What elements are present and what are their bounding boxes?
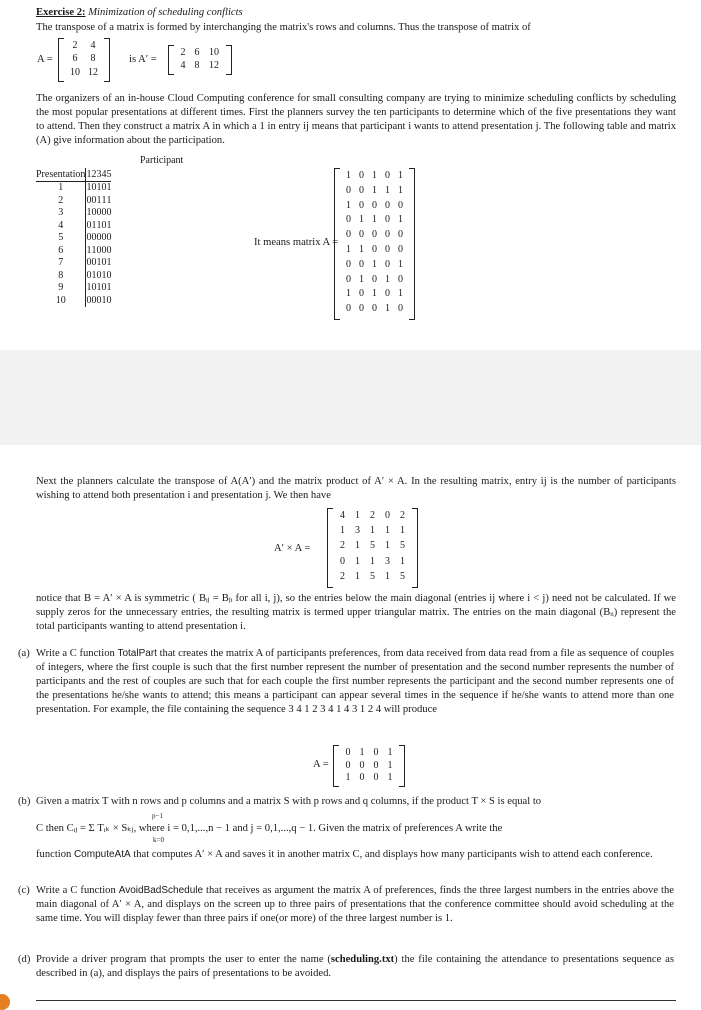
matrix-a-cell: 1 <box>398 170 403 181</box>
table-cell: 0 <box>86 294 92 306</box>
participation-table <box>36 168 111 307</box>
atxa-label: A′ × A = <box>274 543 311 554</box>
organizers-paragraph: The organizers of an in-house Cloud Computing conference for small consulting company are trying to minimize scheduling conflicts by scheduling the most popular presentations at different times. First the planners survey the ten participants to determine which of the five presentations they want to attend. Then they construct a matrix A in which a 1 in entry ij means that participant i wants to attend presentation j. The following table and matrix (A) give information about the participation. <box>36 93 676 146</box>
matrix-ata-cell: 1 <box>355 555 360 567</box>
matrix-a-cell: 0 <box>398 303 403 315</box>
matrix-a-cell: 1 <box>359 243 364 255</box>
corner-circle-icon <box>0 994 10 1010</box>
table-cell: 0 <box>101 182 107 194</box>
item-b-text1: Given a matrix T with n rows and p columns and a matrix S with p rows and q columns, if the product T × S is equal to <box>36 796 542 807</box>
table-cell: 0 <box>91 207 97 219</box>
table-row <box>36 232 111 245</box>
small-at-cell: 4 <box>180 60 186 71</box>
table-cell: 0 <box>86 269 92 281</box>
matrix-a-cell: 1 <box>372 214 377 226</box>
item-b-cont <box>36 848 674 862</box>
matrix-a-cell: 0 <box>398 243 403 255</box>
table-cell: 0 <box>106 232 112 244</box>
table-cell: 1 <box>106 182 112 194</box>
table-row <box>36 294 111 307</box>
matrix-a-cell: 0 <box>359 229 364 241</box>
a-example-label: A = <box>313 759 329 770</box>
matrix-ata-cell: 2 <box>400 510 405 521</box>
table-cell: 0 <box>91 182 97 194</box>
sum-lower-limit: k=0 <box>153 836 164 844</box>
bottom-rule <box>36 1000 676 1001</box>
small-at-cell: 8 <box>194 60 200 71</box>
table-cell: 0 <box>101 207 107 219</box>
matrix-a-cell: 0 <box>346 273 351 285</box>
table-cell: 0 <box>101 244 107 256</box>
matrix-ata-cell: 0 <box>340 555 345 567</box>
matrix-ata-cell: 1 <box>385 525 390 537</box>
item-d-filename: scheduling.txt <box>330 954 395 965</box>
presentation-row-label: 9 <box>58 282 64 294</box>
item-b-function: ComputeAtA <box>73 849 131 860</box>
table-cell: 0 <box>96 207 102 219</box>
matrix-a-cell: 0 <box>346 303 351 315</box>
matrix-a-cell: 0 <box>398 199 403 211</box>
small-a-cell: 10 <box>70 66 80 78</box>
presentation-row-label: 1 <box>58 182 64 194</box>
item-b-text2: that computes A′ × A and saves it in another matrix C, and displays how many participants wish to attend each conference. <box>130 849 653 860</box>
example-matrix-cell: 0 <box>373 747 379 758</box>
table-cell: 1 <box>106 219 112 231</box>
matrix-a-cell: 0 <box>385 229 390 241</box>
item-b-pre: function <box>36 849 74 860</box>
matrix-a-cell: 1 <box>346 170 351 181</box>
table-cell: 1 <box>96 282 102 294</box>
matrix-a-cell: 0 <box>359 199 364 211</box>
matrix-A <box>334 168 415 320</box>
small-at-cell: 10 <box>209 47 219 58</box>
small-a-cell: 2 <box>72 40 78 51</box>
small-at-cell: 12 <box>209 60 219 71</box>
participant-col-header: 1 <box>86 168 92 180</box>
table-cell: 1 <box>101 294 107 306</box>
table-cell: 0 <box>106 269 112 281</box>
matrix-ata-cell: 5 <box>370 540 375 552</box>
table-row <box>36 269 111 282</box>
participant-col-header: 3 <box>96 168 102 180</box>
item-b-formula: C then Cᵢⱼ = Σ Tᵢₖ × Sₖⱼ, where i = 0,1,...,n − 1 and j = 0,1,...,q − 1. Given the matrix of preferences A write the <box>36 823 503 834</box>
matrix-ata-cell: 1 <box>370 555 375 567</box>
matrix-a-cell: 1 <box>359 214 364 226</box>
matrix-ata-cell: 1 <box>385 570 390 582</box>
table-cell: 0 <box>86 194 92 206</box>
matrix-a-cell: 0 <box>385 170 390 181</box>
presentation-row-label: 10 <box>55 294 66 306</box>
item-a <box>18 647 674 717</box>
table-cell: 1 <box>86 182 92 194</box>
matrix-a-cell: 0 <box>385 214 390 226</box>
matrix-ata-cell: 2 <box>340 570 345 582</box>
matrix-ata-cell: 1 <box>355 570 360 582</box>
table-cell: 1 <box>91 219 97 231</box>
example-matrix-cell: 1 <box>387 759 393 771</box>
matrix-a-cell: 0 <box>346 214 351 226</box>
table-cell: 0 <box>101 219 107 231</box>
matrix-a-cell: 1 <box>385 184 390 196</box>
table-cell: 0 <box>96 269 102 281</box>
exercise-title: Exercise 2: <box>36 7 86 18</box>
example-matrix-A <box>333 745 405 787</box>
matrix-ata-cell: 2 <box>340 540 345 552</box>
small-a-cell: 4 <box>90 40 96 51</box>
matrix-ata-cell: 1 <box>355 540 360 552</box>
matrix-ata-cell: 2 <box>370 510 375 521</box>
item-b-tag: (b) <box>18 796 31 807</box>
matrix-a-cell: 1 <box>385 273 390 285</box>
example-matrix-cell: 1 <box>387 772 393 784</box>
example-matrix-cell: 0 <box>373 772 379 784</box>
presentation-row-label: 4 <box>58 219 64 231</box>
table-cell: 1 <box>96 182 102 194</box>
matrix-a-cell: 1 <box>372 288 377 300</box>
matrix-a-cell: 0 <box>372 243 377 255</box>
table-cell: 1 <box>106 257 112 269</box>
table-cell: 0 <box>86 257 92 269</box>
table-cell: 0 <box>91 232 97 244</box>
matrix-ata-cell: 1 <box>355 510 360 521</box>
table-cell: 0 <box>101 232 107 244</box>
matrix-ata-cell: 5 <box>370 570 375 582</box>
matrix-a-cell: 0 <box>359 170 364 181</box>
table-row <box>36 207 111 220</box>
item-c <box>18 884 674 926</box>
table-cell: 1 <box>86 244 92 256</box>
item-a-text: that creates the matrix A of participants preferences, from data received from data read from a file as sequence of couples of integers, where the first couple is such that the first number represent the number of presentation and the second number represents the number of participants and the rest of couples are such that for each couple the first number represents the participant and the second number represents one of the presentations he/she wants to attend; this means a participant can appear several times in the sequence if he/she wants to attend more than one presentation. For example, the file containing the sequence 3 4 1 2 3 4 1 4 3 1 2 4 will produce <box>36 648 674 715</box>
table-cell: 0 <box>106 207 112 219</box>
participant-col-header: 5 <box>106 168 112 180</box>
example-matrix-cell: 0 <box>359 772 365 784</box>
example-matrix-cell: 0 <box>373 759 379 771</box>
table-cell: 0 <box>96 294 102 306</box>
presentation-row-label: 2 <box>58 194 64 206</box>
matrix-a-cell: 1 <box>372 258 377 270</box>
item-a-pre: Write a C function <box>36 648 118 659</box>
item-d-text: ) the file containing the attendance to presentations sequence as described in (a), and displays the pairs of presentations to be avoided. <box>36 954 674 979</box>
matrix-a-cell: 0 <box>372 303 377 315</box>
matrix-ata-cell: 0 <box>385 510 390 521</box>
item-a-tag: (a) <box>18 648 30 659</box>
a-label: A = <box>37 54 53 65</box>
matrix-a-cell: 1 <box>346 288 351 300</box>
matrix-a-cell: 0 <box>398 273 403 285</box>
small-matrix-At <box>168 45 232 75</box>
table-cell: 0 <box>96 244 102 256</box>
item-c-pre: Write a C function <box>36 885 119 896</box>
table-cell: 1 <box>91 244 97 256</box>
presentation-row-label: 6 <box>58 244 64 256</box>
matrix-a-cell: 0 <box>385 199 390 211</box>
matrix-ata-cell: 3 <box>385 555 390 567</box>
small-matrix-A <box>58 38 110 82</box>
table-cell: 0 <box>101 257 107 269</box>
item-a-function: TotalPart <box>117 648 157 659</box>
table-cell: 1 <box>96 194 102 206</box>
matrix-ata-cell: 4 <box>340 510 345 521</box>
presentation-header: Presentation <box>36 168 86 180</box>
item-d-pre: Provide a driver program that prompts the user to enter the name ( <box>36 954 331 965</box>
table-row <box>36 181 111 194</box>
small-a-cell: 8 <box>90 53 96 65</box>
means-matrix-label: It means matrix A = <box>254 237 339 248</box>
example-matrix-cell: 0 <box>345 759 351 771</box>
example-matrix-cell: 1 <box>387 747 393 758</box>
matrix-ata-cell: 1 <box>400 555 405 567</box>
matrix-a-cell: 1 <box>346 243 351 255</box>
example-matrix-cell: 1 <box>359 747 365 758</box>
table-cell: 0 <box>91 257 97 269</box>
matrix-a-cell: 1 <box>372 184 377 196</box>
table-cell: 1 <box>106 282 112 294</box>
table-row <box>36 257 111 270</box>
matrix-ata-cell: 1 <box>385 540 390 552</box>
matrix-a-cell: 1 <box>398 214 403 226</box>
matrix-a-cell: 0 <box>385 258 390 270</box>
matrix-a-cell: 1 <box>346 199 351 211</box>
transpose-product-paragraph: Next the planners calculate the transpose of A(A′) and the matrix product of A′ × A. In the resulting matrix, entry ij is the number of participants wishing to attend both presentation i and presentation j. We then have <box>36 476 676 501</box>
presentation-row-label: 8 <box>58 269 64 281</box>
table-cell: 0 <box>101 282 107 294</box>
table-cell: 0 <box>91 282 97 294</box>
symmetric-paragraph: notice that B = A′ × A is symmetric ( Bᵢⱼ = Bⱼᵢ for all i, j), so the entries below the main diagonal (entries ij where i < j) need not be calculated. If we supply zeros for the unnecessary entries, the resulting matrix is termed upper triangular matrix. The entries on the main diagonal (Bᵢᵢ) represent the total participants wanting to attend presentation i. <box>36 593 676 632</box>
matrix-a-cell: 0 <box>372 229 377 241</box>
matrix-a-cell: 0 <box>385 243 390 255</box>
example-matrix-cell: 0 <box>359 759 365 771</box>
item-c-text: that receives as argument the matrix A of preferences, finds the three largest numbers in the entries above the main diagonal of A′ × A, and displays on the screen up to three pairs of presentations that the conference committee should avoid scheduling at the same time. You will display fewer than three pairs if one(or more) of the three largest number is 1. <box>36 885 674 924</box>
exercise-heading <box>36 6 676 20</box>
matrix-ata-cell: 1 <box>400 525 405 537</box>
matrix-ata-cell: 5 <box>400 540 405 552</box>
participant-col-header: 2 <box>91 168 97 180</box>
table-cell: 0 <box>91 294 97 306</box>
matrix-a-cell: 1 <box>359 273 364 285</box>
item-d-tag: (d) <box>18 954 31 965</box>
participant-header: Participant <box>140 155 184 166</box>
matrix-a-cell: 0 <box>372 199 377 211</box>
matrix-a-cell: 0 <box>346 184 351 196</box>
item-d <box>18 953 674 981</box>
matrix-a-cell: 1 <box>398 184 403 196</box>
matrix-a-cell: 0 <box>346 229 351 241</box>
table-cell: 0 <box>106 244 112 256</box>
item-c-tag: (c) <box>18 885 30 896</box>
matrix-a-cell: 0 <box>359 303 364 315</box>
presentation-row-label: 5 <box>58 232 64 244</box>
table-cell: 1 <box>96 219 102 231</box>
matrix-ata-cell: 5 <box>400 570 405 582</box>
presentation-row-label: 3 <box>58 207 64 219</box>
is-transpose-label: is A′ = <box>129 54 157 65</box>
table-cell: 1 <box>96 257 102 269</box>
page-gap <box>0 350 701 445</box>
table-cell: 0 <box>91 194 97 206</box>
matrix-a-cell: 0 <box>359 258 364 270</box>
small-a-cell: 12 <box>88 66 98 78</box>
matrix-a-cell: 0 <box>372 273 377 285</box>
intro-text: The transpose of a matrix is formed by interchanging the matrix's rows and columns. Thus the transpose of matrix of <box>36 22 531 33</box>
table-cell: 0 <box>86 219 92 231</box>
table-cell: 1 <box>106 194 112 206</box>
matrix-a-cell: 0 <box>385 288 390 300</box>
matrix-a-cell: 1 <box>385 303 390 315</box>
matrix-a-cell: 1 <box>398 258 403 270</box>
matrix-a-cell: 0 <box>359 184 364 196</box>
item-b <box>18 795 674 809</box>
table-row <box>36 194 111 207</box>
example-matrix-cell: 0 <box>345 747 351 758</box>
table-cell: 0 <box>86 232 92 244</box>
table-cell: 0 <box>96 232 102 244</box>
matrix-ata-cell: 1 <box>370 525 375 537</box>
sum-upper-limit: p−1 <box>152 812 163 820</box>
presentation-row-label: 7 <box>58 257 64 269</box>
participant-col-header: 4 <box>101 168 107 180</box>
table-cell: 1 <box>91 269 97 281</box>
exercise-subtitle: Minimization of scheduling conflicts <box>88 7 243 18</box>
example-matrix-cell: 1 <box>345 772 351 784</box>
table-row <box>36 244 111 257</box>
matrix-a-cell: 0 <box>398 229 403 241</box>
small-at-cell: 6 <box>194 47 200 58</box>
matrix-a-cell: 0 <box>359 288 364 300</box>
table-cell: 1 <box>101 194 107 206</box>
matrix-ata-cell: 1 <box>340 525 345 537</box>
matrix-a-cell: 0 <box>346 258 351 270</box>
small-at-cell: 2 <box>180 47 186 58</box>
table-row <box>36 282 111 295</box>
matrix-a-cell: 1 <box>398 288 403 300</box>
matrix-a-cell: 1 <box>372 170 377 181</box>
small-a-cell: 6 <box>72 53 78 65</box>
matrix-AtA <box>327 508 418 588</box>
matrix-ata-cell: 3 <box>355 525 360 537</box>
table-cell: 1 <box>86 207 92 219</box>
table-cell: 1 <box>101 269 107 281</box>
table-cell: 0 <box>106 294 112 306</box>
table-row <box>36 219 111 232</box>
table-cell: 1 <box>86 282 92 294</box>
item-c-function: AvoidBadSchedule <box>118 885 204 896</box>
